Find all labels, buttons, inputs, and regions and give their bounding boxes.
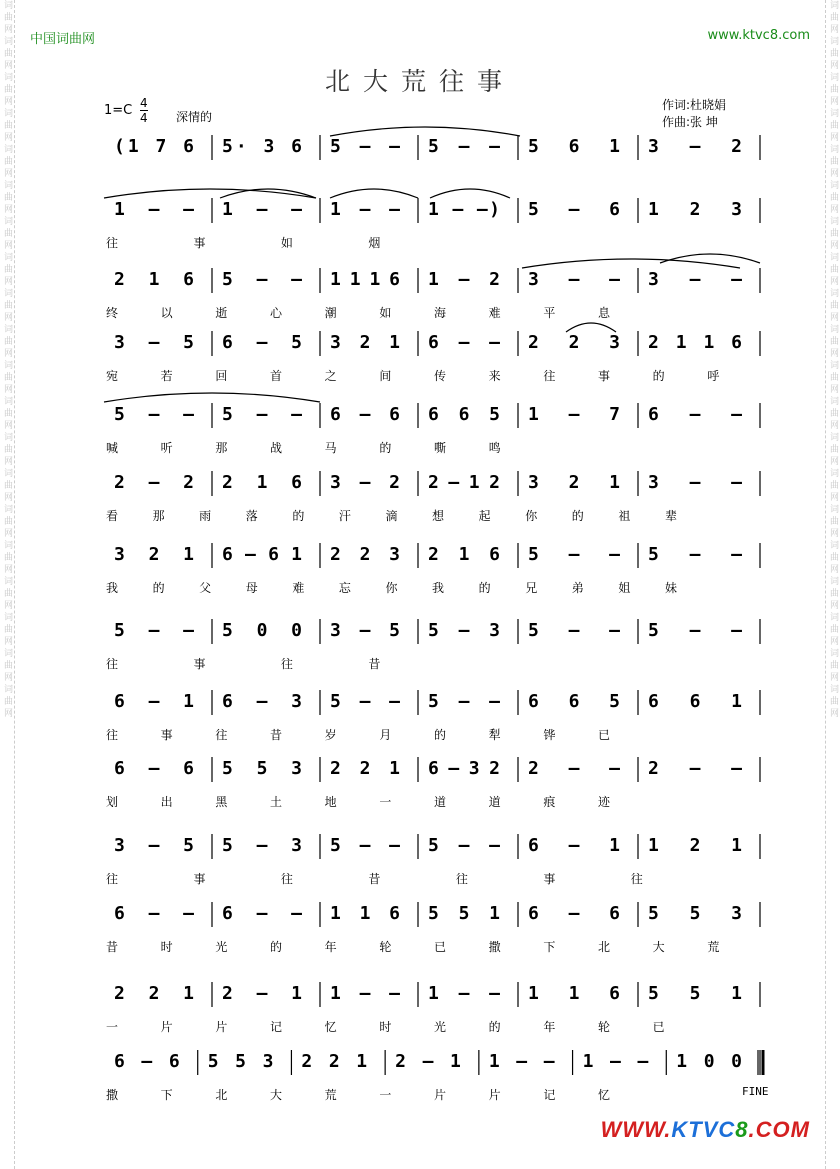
lyric-char: 划 [106,795,119,809]
note-group: 6 6 1 [648,691,742,712]
note-group: 5 – – [428,835,500,856]
note-group: 6 – – [648,404,742,425]
lyric-char: 间 [379,369,392,383]
lyric-char: 我 [432,581,445,595]
lyric-char: 潮 [324,306,337,320]
lyric-char: 兄 [525,581,538,595]
lyric-char: 年 [543,1020,556,1034]
lyric-char: 妹 [664,581,677,595]
lyric-char: 片 [434,1088,447,1102]
lyric-char: 落 [245,509,258,523]
lyric-char: 大 [652,940,665,954]
lyric-char: 之 [324,369,337,383]
lyric-char: 岁 [324,728,337,742]
lyric-char: 马 [324,441,337,455]
lyric-char: 光 [434,1020,447,1034]
slur-arc [660,254,760,263]
lyric-char: 首 [270,369,283,383]
lyric-char: 片 [160,1020,173,1034]
note-group: 5 – – [528,544,620,565]
lyric-char: 大 [270,1088,283,1102]
note-group: 5 6 1 [528,136,620,157]
lyric-char: 片 [215,1020,228,1034]
lyric-char: 轮 [379,940,392,954]
lyric-char: 往 [106,872,119,886]
lyric-char: 难 [292,581,305,595]
lyric-char: 事 [193,872,206,886]
lyric-char: 逝 [215,306,228,320]
slur-arc [220,189,316,198]
note-group: 3 – – [648,269,742,290]
logo-ktv: KTVC [671,1117,736,1142]
lyric-char: 若 [160,369,173,383]
lyric-char: 土 [270,795,283,809]
lyric-char: 姐 [618,581,631,595]
note-group: 6 – 1 [528,835,620,856]
lyric-char: 往 [280,872,293,886]
lyric-char: 时 [379,1020,392,1034]
note-group: 2 – – [648,758,742,779]
lyric-char: 海 [434,306,447,320]
lyric-char: 往 [280,657,293,671]
note-group: 2 – 1 2 [428,472,500,493]
note-group: 1 – 7 [528,404,620,425]
lyric-char: 想 [432,509,445,523]
note-group: 5 – – [428,691,500,712]
lyric-char: 忘 [338,581,351,595]
note-group: 1 – – [582,1051,649,1072]
note-group: 6 6 5 [428,404,500,425]
note-group: 3 – 5 [114,835,194,856]
lyric-char: 痕 [543,795,556,809]
lyric-char: 年 [324,940,337,954]
note-group: 5 5 1 [648,983,742,1004]
lyric-char: 一 [106,1020,119,1034]
note-group: 6 – 6 [114,758,194,779]
lyric-char: 回 [215,369,228,383]
note-group: 1 1 1 6 [330,269,400,290]
note-group: 6 – 1 [114,691,194,712]
lyric-char: 往 [215,728,228,742]
note-group: 1 – – [330,199,400,220]
lyric-char: 迹 [598,795,611,809]
ktvc8-logo [601,1117,810,1143]
note-group: 3 – 5 [330,620,400,641]
lyric-char: 辈 [664,509,677,523]
lyric-char: 那 [215,441,228,455]
composer-credit: 作曲:张 坤 [662,115,718,129]
lyric-char: 一 [379,1088,392,1102]
note-group: 3 – – [648,472,742,493]
note-group: 5 – – [330,691,400,712]
note-group: 6 – – [222,903,302,924]
note-group: 6 – 6 [330,404,400,425]
lyric-char: 的 [478,581,491,595]
lyric-char: 我 [106,581,119,595]
note-group: 2 1 6 [428,544,500,565]
lyric-char: 以 [160,306,173,320]
lyric-char: 记 [543,1088,556,1102]
lyric-char: 听 [160,441,173,455]
lyric-char: 事 [193,236,206,250]
expression-mark: 深情的 [176,110,213,124]
lyric-char: 难 [488,306,501,320]
lyric-char: 的 [488,1020,501,1034]
lyric-char: 下 [543,940,556,954]
note-group: 1 – – [114,199,194,220]
lyric-char: 往 [106,657,119,671]
note-group: 5 0 0 [222,620,302,641]
note-group: 5 5 3 [207,1051,274,1072]
note-group: 5 5 3 [222,758,302,779]
lyric-char: 心 [270,306,283,320]
lyric-char: 看 [106,509,119,523]
key-signature: 1=C [104,103,133,118]
lyric-char: 事 [193,657,206,671]
lyric-char: 传 [434,369,447,383]
logo-num: 8 [735,1117,749,1142]
note-group: 1 1 6 [330,903,400,924]
lyric-char: 时 [160,940,173,954]
note-group: 5 – – [222,404,302,425]
lyric-char: 荒 [324,1088,337,1102]
side-watermark-text: 词曲网词曲网词曲网词曲网词曲网词曲网词曲网词曲网词曲网词曲网词曲网词曲网词曲网词曲网词曲网词曲网词曲网词曲网词曲网词曲网 [2,0,12,720]
lyric-char: 的 [270,940,283,954]
note-group: 6 – 6 [528,903,620,924]
note-group: 6 – 6 [114,1051,180,1072]
note-group: 5 – 3 [222,835,302,856]
lyric-char: 北 [215,1088,228,1102]
logo-www: WWW. [600,1117,672,1142]
lyric-char: 喊 [106,441,119,455]
note-group: 1 2 3 [648,199,742,220]
lyric-char: 忆 [324,1020,337,1034]
lyric-char: 烟 [368,236,381,250]
slur-arc [522,259,740,268]
slur-arc [430,189,510,198]
lyric-char: 事 [598,369,611,383]
lyric-char: 母 [245,581,258,595]
lyric-char: 如 [379,306,392,320]
lyric-char: 的 [152,581,165,595]
lyric-char: 平 [543,306,556,320]
note-group: 3 2 1 [330,332,400,353]
note-group: 5 – – [222,269,302,290]
lyric-char: 光 [215,940,228,954]
logo-com: .COM [748,1117,810,1142]
note-group: 1 – –) [428,199,500,220]
lyric-char: 轮 [598,1020,611,1034]
lyric-char: 已 [652,1020,665,1034]
note-group: 2 1 1 6 [648,332,742,353]
lyric-char: 你 [385,581,398,595]
lyric-char: 的 [652,369,665,383]
slur-arc [330,189,418,198]
note-group: 6 – – [428,332,500,353]
slur-arc [104,393,320,402]
note-group: 6 – 5 [222,332,302,353]
lyric-char: 犁 [488,728,501,742]
note-group: 2 1 6 [114,269,194,290]
note-group: 1 2 1 [648,835,742,856]
note-group: 2 1 6 [222,472,302,493]
note-group: 3 2 1 [528,472,620,493]
lyric-char: 事 [543,872,556,886]
note-group: 5 – – [330,136,400,157]
note-group: 1 0 0 [676,1051,742,1072]
side-watermark-text: 词曲网词曲网词曲网词曲网词曲网词曲网词曲网词曲网词曲网词曲网词曲网词曲网词曲网词曲网词曲网词曲网词曲网词曲网词曲网词曲网 [828,0,838,720]
lyric-char: 息 [598,306,611,320]
note-group: 5 – – [330,835,400,856]
lyric-char: 荒 [707,940,720,954]
note-group: 1 – – [488,1051,555,1072]
note-group: 1 1 6 [528,983,620,1004]
note-group: 5 – – [648,544,742,565]
lyric-char: 一 [379,795,392,809]
note-group: 1 – – [330,983,400,1004]
note-group: 5 – – [114,620,194,641]
lyric-char: 嘶 [434,441,447,455]
note-group: 3 – – [528,269,620,290]
lyric-char: 忆 [598,1088,611,1102]
lyric-char: 记 [270,1020,283,1034]
note-group: 2 2 3 [330,544,400,565]
note-group: 3 – 5 [114,332,194,353]
song-title: 北大荒往事 [324,67,515,96]
lyric-char: 道 [488,795,501,809]
lyric-char: 月 [379,728,392,742]
note-group: 5 5 1 [428,903,500,924]
note-group: 2 – 1 [395,1051,461,1072]
note-group: 5 – 6 [528,199,620,220]
lyric-char: 战 [270,441,283,455]
site-url[interactable]: www.ktvc8.com [707,28,810,43]
lyric-char: 道 [434,795,447,809]
note-group: 2 2 3 [528,332,620,353]
lyric-char: 昔 [270,728,283,742]
lyric-char: 昔 [368,872,381,886]
lyric-char: 如 [280,236,293,250]
lyric-char: 滴 [385,509,398,523]
note-group: 5 – – [428,136,500,157]
lyric-char: 已 [434,940,447,954]
lyric-char: 往 [455,872,468,886]
lyric-char: 弟 [571,581,584,595]
lyric-char: 往 [106,236,119,250]
time-denominator: 4 [140,111,148,125]
note-group: 3 2 1 [114,544,194,565]
note-group: 2 – 1 [222,983,302,1004]
note-group: 1 – – [428,983,500,1004]
slur-arc [566,323,616,332]
note-group: 2 2 1 [330,758,400,779]
lyric-char: 往 [543,369,556,383]
note-group: 5· 3 6 [222,136,302,157]
note-group: 3 – 2 [330,472,400,493]
note-group: 6 – 3 2 [428,758,500,779]
lyric-char: 北 [598,940,611,954]
lyric-char: 呼 [707,369,720,383]
note-group: 6 – 6 1 [222,544,302,565]
note-group: (1 7 6 [114,136,194,157]
lyric-char: 终 [106,306,119,320]
lyric-char: 黑 [215,795,228,809]
lyric-char: 你 [525,509,538,523]
lyric-char: 雨 [199,509,212,523]
lyric-char: 昔 [368,657,381,671]
lyric-char: 的 [292,509,305,523]
note-group: 6 6 5 [528,691,620,712]
note-group: 2 2 1 [301,1051,368,1072]
lyricist-credit: 作词:杜晓娟 [662,98,727,112]
lyric-char: 出 [160,795,173,809]
lyric-char: 昔 [106,940,119,954]
note-group: 1 – 2 [428,269,500,290]
lyric-char: 宛 [106,369,119,383]
fine-mark: FINE [742,1085,769,1098]
lyric-char: 撒 [106,1088,119,1102]
lyric-char: 铧 [543,728,556,742]
lyric-char: 的 [571,509,584,523]
slur-arc [330,127,520,136]
note-group: 6 – – [114,903,194,924]
lyric-char: 往 [630,872,643,886]
note-group: 3 – 2 [648,136,742,157]
lyric-char: 事 [160,728,173,742]
time-numerator: 4 [140,96,148,110]
note-group: 1 – – [222,199,302,220]
note-group: 5 – 3 [428,620,500,641]
lyric-char: 汗 [338,509,351,523]
lyric-char: 鸣 [488,441,501,455]
lyric-char: 已 [598,728,611,742]
note-group: 2 2 1 [114,983,194,1004]
lyric-char: 撒 [488,940,501,954]
lyric-char: 祖 [618,509,631,523]
lyric-char: 往 [106,728,119,742]
lyric-char: 父 [199,581,212,595]
lyric-char: 的 [434,728,447,742]
note-group: 5 – – [648,620,742,641]
note-group: 5 – – [114,404,194,425]
note-group: 5 5 3 [648,903,742,924]
lyric-char: 那 [152,509,165,523]
note-group: 2 – 2 [114,472,194,493]
note-group: 6 – 3 [222,691,302,712]
lyric-char: 来 [488,369,501,383]
lyric-char: 地 [324,795,337,809]
lyric-char: 下 [160,1088,173,1102]
lyric-char: 的 [379,441,392,455]
note-group: 5 – – [528,620,620,641]
lyric-char: 起 [478,509,491,523]
lyric-char: 片 [488,1088,501,1102]
site-name-cn[interactable]: 中国词曲网 [30,32,96,47]
note-group: 2 – – [528,758,620,779]
